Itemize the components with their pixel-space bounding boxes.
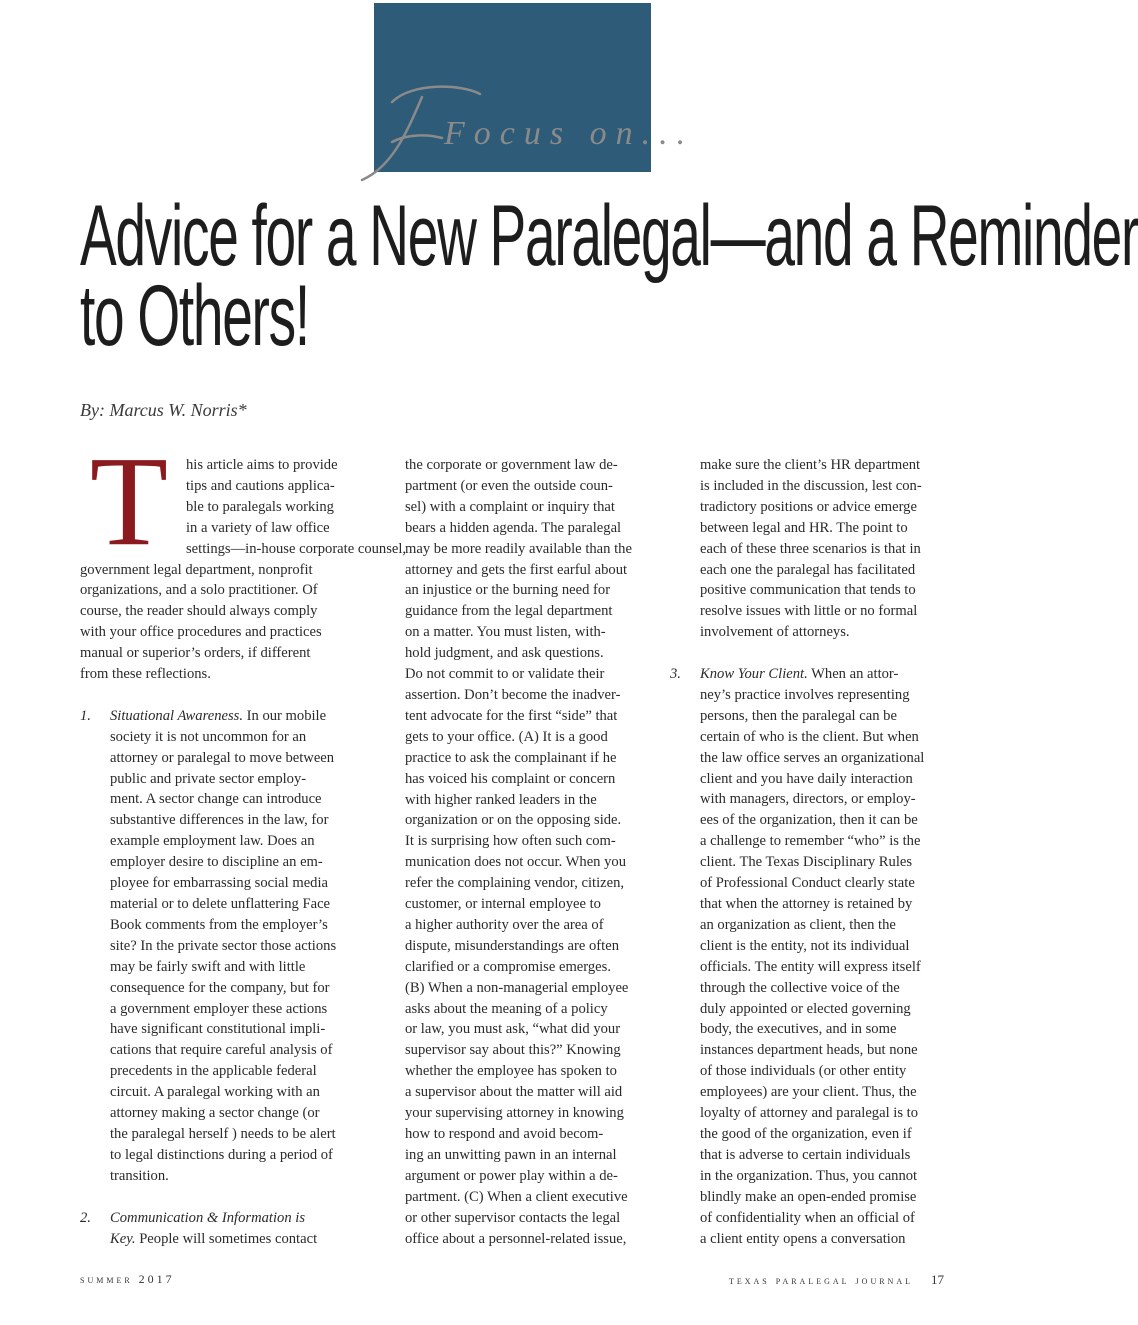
text-line: example employment law. Does an (110, 833, 315, 850)
text-line: with higher ranked leaders in the (405, 791, 597, 808)
text-line: bears a hidden agenda. The paralegal (405, 519, 622, 536)
text-line: each one the paralegal has facilitated (700, 561, 916, 578)
text-line: from these reflections. (80, 666, 211, 683)
text-line: People will sometimes contact (135, 1230, 318, 1247)
text-line: In our mobile (242, 707, 327, 724)
text-line: attorney making a sector change (or (110, 1105, 320, 1122)
list-item-know-your-client (670, 664, 945, 1249)
text-line: how to respond and avoid becom- (405, 1126, 604, 1142)
text-line: 1. (80, 707, 91, 724)
text-line: a supervisor about the matter will aid (405, 1084, 623, 1101)
text-line: 3. (670, 666, 681, 683)
text-line: organizations, and a solo practitioner. Of (80, 582, 318, 599)
text-line: in the organization. Thus, you cannot (700, 1167, 918, 1184)
drop-cap: T (89, 430, 169, 572)
text-line: between legal and HR. The point to (700, 519, 908, 536)
text-line: the law office serves an organizational (700, 749, 925, 766)
journal-name: texas paralegal journal (728, 1273, 913, 1287)
text-line: to legal distinctions during a period of (110, 1146, 333, 1163)
text-line: precedents in the applicable federal (110, 1063, 317, 1080)
item-heading: Situational Awareness. (110, 707, 243, 724)
text-line: hold judgment, and ask questions. (405, 645, 604, 662)
text-line: Book comments from the employer’s (110, 916, 328, 933)
text-line: ployee for embarrassing social media (110, 875, 329, 892)
text-line: the paralegal herself ) needs to be alert (110, 1125, 336, 1142)
text-line: customer, or internal employee to (405, 896, 601, 913)
text-line: circuit. A paralegal working with an (110, 1084, 320, 1101)
text-line: his article aims to provide (186, 457, 338, 473)
text-line: an organization as client, then the (700, 916, 896, 933)
text-line: make sure the client’s HR department (700, 457, 921, 473)
title-line-1: Advice for a New Paralegal—and a Reminder (80, 188, 1138, 284)
text-line: have significant constitutional impli- (110, 1021, 326, 1038)
text-line: your supervising attorney in knowing (405, 1105, 624, 1122)
text-line: resolve issues with little or no formal (700, 603, 918, 620)
column-2 (405, 455, 657, 1249)
text-line: client. The Texas Disciplinary Rules (700, 854, 913, 871)
text-line: attorney and gets the first earful about (405, 561, 628, 578)
text-line: ment. A sector change can introduce (110, 791, 322, 808)
text-line: a challenge to remember “who” is the (700, 833, 921, 850)
text-line: has voiced his complaint or concern (405, 770, 616, 787)
text-line: whether the employee has spoken to (405, 1063, 617, 1080)
text-line: office about a personnel-related issue, (405, 1230, 627, 1247)
text-line: certain of who is the client. But when (700, 728, 919, 745)
text-line: that when the attorney is retained by (700, 896, 913, 913)
text-line: a higher authority over the area of (405, 916, 604, 933)
text-line: ees of the organization, then it can be (700, 812, 918, 829)
text-line: tradictory positions or advice emerge (700, 498, 917, 515)
text-line: practice to ask the complainant if he (405, 749, 617, 766)
text-line: 2. (80, 1209, 91, 1226)
text-line: positive communication that tends to (700, 582, 916, 599)
text-line: When an attor- (807, 666, 899, 683)
text-line: officials. The entity will express itself (700, 958, 921, 975)
text-line: or law, you must ask, “what did your (405, 1021, 621, 1038)
text-line: instances department heads, but none (700, 1042, 918, 1059)
text-line: cations that require careful analysis of (110, 1042, 333, 1059)
text-line: of Professional Conduct clearly state (700, 875, 915, 892)
text-line: partment (or even the outside coun- (405, 477, 613, 494)
text-line: refer the complaining vendor, citizen, (405, 875, 625, 892)
text-line: or other supervisor contacts the legal (405, 1209, 621, 1226)
text-line: each of these three scenarios is that in (700, 540, 921, 557)
page-number: 17 (931, 1272, 944, 1287)
text-line: employer desire to discipline an em- (110, 854, 323, 871)
text-line: government legal department, nonprofit (80, 561, 313, 578)
text-line: ney’s practice involves representing (700, 686, 910, 703)
title-line-2: to Others! (80, 268, 309, 364)
text-line: material or to delete unflattering Face (110, 896, 331, 913)
text-line: through the collective voice of the (700, 979, 900, 996)
text-line: supervisor say about this?” Knowing (405, 1042, 621, 1059)
column-3 (670, 455, 945, 1249)
footer-journal (729, 1272, 944, 1288)
text-line: argument or power play within a de- (405, 1167, 618, 1184)
text-line: (B) When a non-managerial employee (405, 979, 629, 996)
text-line: substantive differences in the law, for (110, 812, 329, 829)
text-line: gets to your office. (A) It is a good (405, 728, 608, 745)
text-line: body, the executives, and in some (700, 1021, 897, 1038)
text-line: involvement of attorneys. (700, 624, 850, 641)
text-line: a client entity opens a conversation (700, 1230, 906, 1247)
text-line: the corporate or government law de- (405, 457, 618, 473)
text-line: employees) are your client. Thus, the (700, 1084, 917, 1101)
footer-issue: summer 2017 (80, 1272, 175, 1286)
text-line: site? In the private sector those actions (110, 937, 337, 954)
focus-on-text: Focus on... (444, 115, 695, 152)
list-item-communication (80, 1208, 355, 1250)
text-line: of confidentiality when an official of (700, 1209, 915, 1226)
text-line: on a matter. You must listen, with- (405, 624, 606, 641)
item-heading: Know Your Client. (700, 666, 808, 683)
text-line: the good of the organization, even if (700, 1125, 912, 1142)
text-line: Do not commit to or validate their (405, 666, 605, 683)
text-line: manual or superior’s orders, if different (80, 645, 311, 662)
column-1 (80, 430, 407, 1249)
text-line: in a variety of law office (186, 519, 330, 536)
text-line: transition. (110, 1167, 169, 1184)
text-line: tips and cautions applica- (186, 477, 335, 494)
text-line: client and you have daily interaction (700, 770, 913, 787)
text-line: dispute, misunderstandings are often (405, 937, 619, 954)
text-line: course, the reader should always comply (80, 603, 318, 620)
item-heading: Communication & Information is (110, 1209, 305, 1226)
text-line: is included in the discussion, lest con- (700, 477, 922, 494)
text-line: clarified or a compromise emerges. (405, 958, 611, 975)
text-line: may be fairly swift and with little (110, 958, 306, 975)
text-line: that is adverse to certain individuals (700, 1146, 911, 1163)
text-line: a government employer these actions (110, 1000, 328, 1017)
text-line: assertion. Don’t become the inadver- (405, 686, 621, 703)
communication-paragraph-continued (405, 455, 657, 1249)
text-line: of those individuals (or other entity (700, 1063, 907, 1080)
text-line: with managers, directors, or employ- (700, 791, 916, 808)
text-line: blindly make an open-ended promise (700, 1188, 917, 1205)
text-line: It is surprising how often such com- (405, 833, 616, 850)
text-line: loyalty of attorney and paralegal is to (700, 1105, 919, 1122)
text-line: public and private sector employ- (110, 770, 307, 787)
text-line: with your office procedures and practices (80, 624, 322, 641)
communication-paragraph-end (670, 455, 945, 643)
text-line: society it is not uncommon for an (110, 728, 307, 745)
text-line: sel) with a complaint or inquiry that (405, 498, 615, 515)
text-line: Key. (110, 1230, 136, 1247)
byline: By: Marcus W. Norris* (80, 400, 247, 420)
text-line: client is the entity, not its individual (700, 937, 910, 954)
text-line: attorney or paralegal to move between (110, 749, 335, 766)
text-line: settings—in-house corporate counsel, (186, 540, 407, 557)
focus-on-script-heading (352, 72, 695, 192)
text-line: ble to paralegals working (186, 498, 334, 515)
text-line: guidance from the legal department (405, 603, 613, 620)
text-line: consequence for the company, but for (110, 979, 330, 996)
text-line: an injustice or the burning need for (405, 582, 611, 599)
text-line: persons, then the paralegal can be (700, 707, 897, 724)
text-line: organization or on the opposing side. (405, 812, 622, 829)
text-line: tent advocate for the first “side” that (405, 707, 618, 724)
list-item-situational-awareness (80, 706, 355, 1187)
text-line: may be more readily available than the (405, 540, 632, 557)
text-line: munication does not occur. When you (405, 854, 627, 871)
article-title (80, 188, 1138, 364)
text-line: asks about the meaning of a policy (405, 1000, 608, 1017)
text-line: duly appointed or elected governing (700, 1000, 911, 1017)
text-line: ing an unwitting pawn in an internal (405, 1146, 617, 1163)
text-line: partment. (C) When a client executive (405, 1188, 628, 1205)
